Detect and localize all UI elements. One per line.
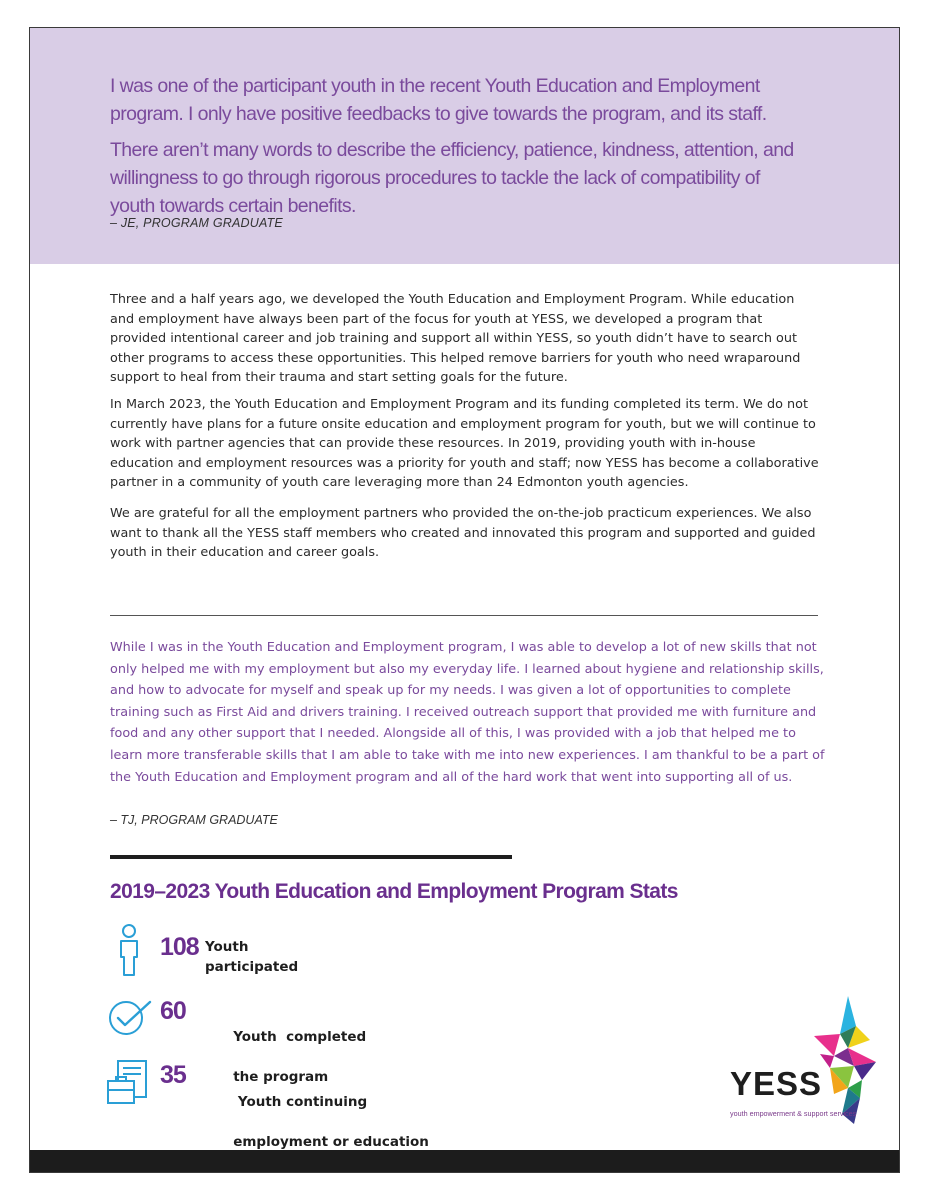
stats-title: 2019–2023 Youth Education and Employment Program Stats xyxy=(110,880,678,903)
stat-number: 35 xyxy=(160,1061,186,1089)
featured-quote-p2: There aren’t many words to describe the efficiency, patience, kindness, attention, and willingness to go through rigorous procedures to tackle the lack of compatibility of youth towards certain benefits. xyxy=(110,139,794,217)
stat-number: 108 xyxy=(160,933,199,961)
body-paragraph: Three and a half years ago, we developed the Youth Education and Employment Program. While education and employment have always been part of the focus for youth at YESS, we developed a program that provided intentional career and job training and support all within YESS, so youth didn’t have to search out other programs to access these opportunities. This helped remove barriers for youth who need wraparound support to heal from their trauma and start setting goals for the future. xyxy=(110,292,801,386)
stat-number: 60 xyxy=(160,997,186,1025)
footer-bar xyxy=(30,1150,899,1172)
quote-band xyxy=(30,28,899,264)
section-divider xyxy=(110,615,818,616)
body-text xyxy=(110,290,822,570)
featured-quote-p1: I was one of the participant youth in the recent Youth Education and Employment program. I only have positive feedbacks to give towards the program, and its staff. xyxy=(110,75,767,125)
page xyxy=(29,27,900,1173)
body-paragraph: In March 2023, the Youth Education and Employment Program and its funding completed its term. We do not currently have plans for a future onsite education and employment program for youth, but we will continue to work with partner agencies that can provide these resources. In 2019, providing youth with in-house education and employment resources was a priority for youth and staff; now YESS has become a collaborative partner in a community of youth care leveraging more than 24 Edmonton youth agencies. xyxy=(110,396,819,491)
stat-label: Youth continuing employment or education xyxy=(233,1094,429,1150)
featured-quote-attribution: – JE, PROGRAM GRADUATE xyxy=(110,216,283,230)
testimonial-attribution: – TJ, PROGRAM GRADUATE xyxy=(110,813,278,827)
featured-quote xyxy=(110,72,800,228)
stats-divider xyxy=(110,855,512,859)
testimonial-quote: While I was in the Youth Education and Employment program, I was able to develop a lot of new skills that not only helped me with my employment but also my everyday life. I learned about hygiene and relationship skills, and how to advocate for myself and speak up for my needs. I was given a lot of opportunities to complete training such as First Aid and drivers training. I received outreach support that provided me with furniture and food and any other support that I needed. Alongside all of this, I was provided with a job that helped me to learn more transferable skills that I am able to take with me into new experiences. I am thankful to be a part of the Youth Education and Employment program and all of the hard work that went into supporting all of us. xyxy=(110,640,825,785)
stat-label: Youth participated xyxy=(205,939,299,975)
checkmark-circle-icon xyxy=(106,998,154,1042)
yess-logo xyxy=(730,996,880,1126)
bird-logo-icon xyxy=(730,996,880,1126)
logo-wordmark: YESS xyxy=(730,1065,823,1102)
briefcase-document-icon xyxy=(106,1059,152,1111)
stat-label: Youth completed the program xyxy=(233,1029,367,1085)
person-icon xyxy=(106,923,152,981)
body-paragraph: We are grateful for all the employment partners who provided the on-the-job practicum experiences. We also want to thank all the YESS staff members who created and innovated this program and supported and guided youth in their education and career goals. xyxy=(110,505,816,561)
logo-tagline: youth empowerment & support services xyxy=(730,1109,857,1118)
